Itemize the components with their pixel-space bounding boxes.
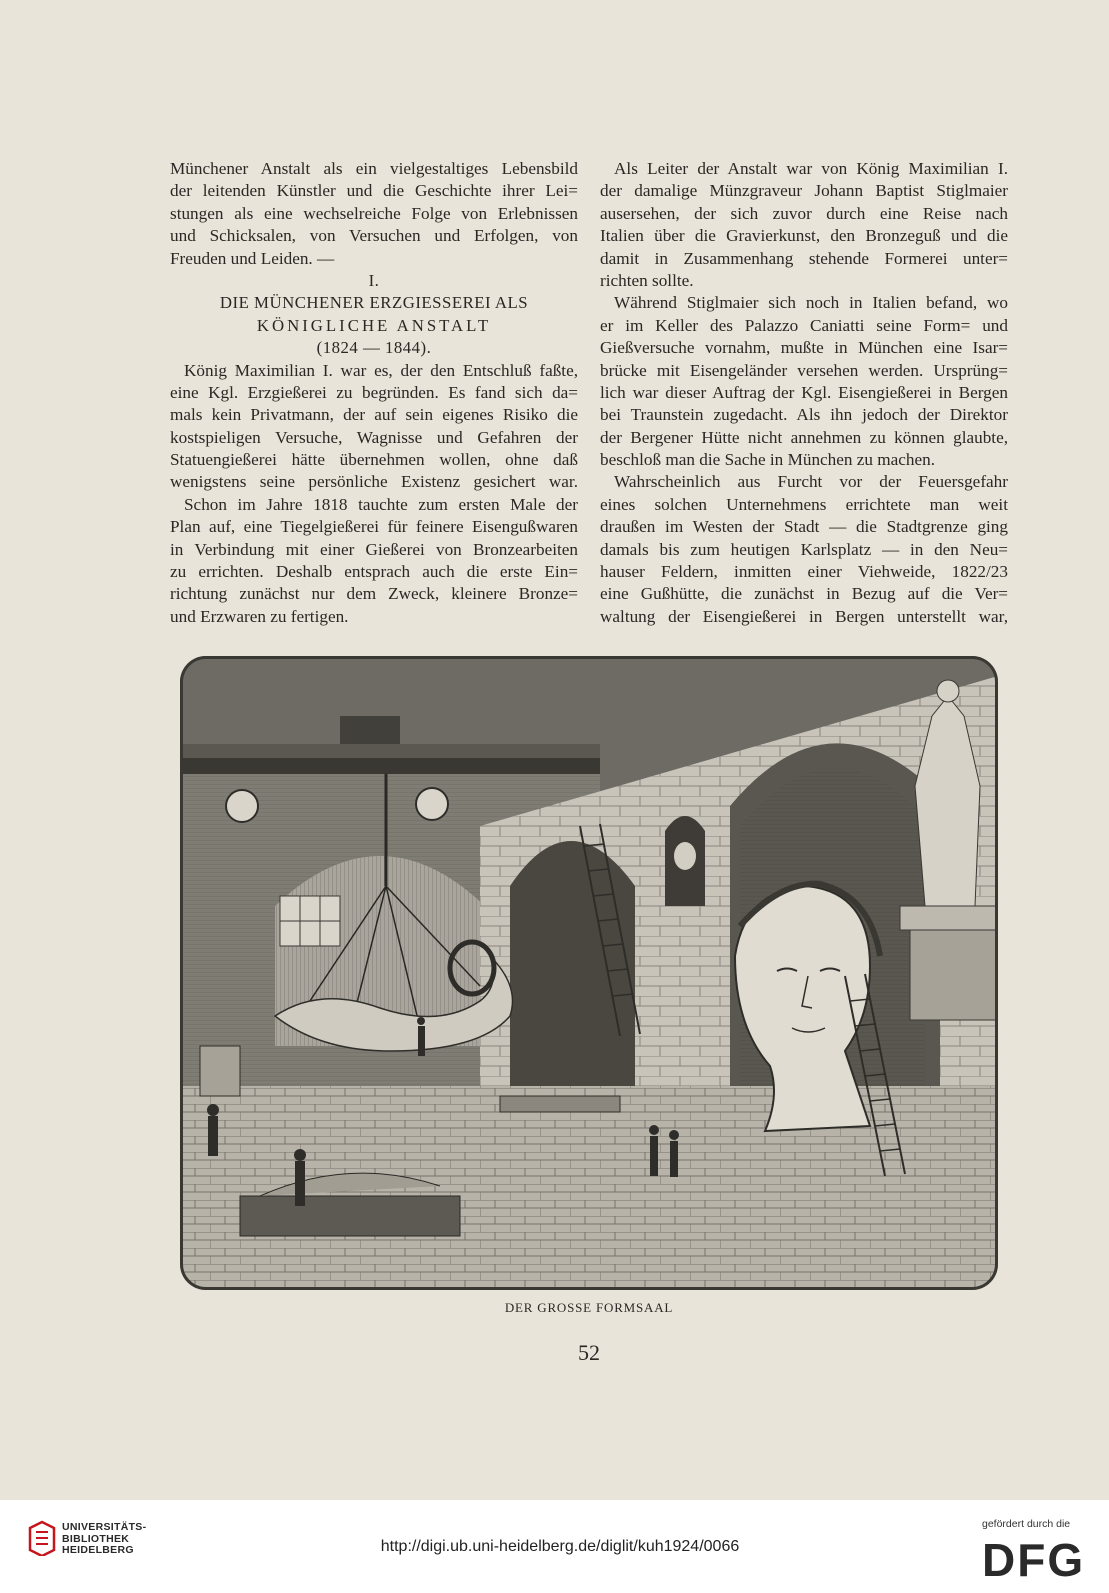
text-line: König Maximilian I. war es, der den Entschluß faßte, (184, 360, 578, 380)
text-line: waltung der Eisengießerei in Bergen unterstellt war, (600, 606, 1008, 626)
text-line: damit in Zusammenhang stehende Formerei unter= (600, 248, 1008, 268)
page-number: 52 (578, 1340, 600, 1365)
text-line: der leitenden Künstler und die Geschichte ihrer Lei= (170, 181, 578, 201)
university-library-logo-icon (28, 1520, 56, 1556)
text-line: stungen als eine wechselreiche Folge von Erlebnissen (170, 203, 578, 223)
section-title: KÖNIGLICHE ANSTALT (256, 315, 492, 335)
text-line: Gießversuche vornahm, mußte in München eine Isar= (600, 338, 1008, 358)
section-years: (1824 — 1844). (316, 338, 432, 358)
text-line: richten sollte. (600, 270, 694, 290)
figure-caption: DER GROSSE FORMSAAL (504, 1300, 674, 1315)
permalink-url[interactable]: http://digi.ub.uni-heidelberg.de/diglit/kuh1924/0066 (380, 1538, 740, 1555)
text-line: Als Leiter der Anstalt war von König Maximilian I. (614, 159, 1008, 178)
text-line: Wahrscheinlich aus Furcht vor der Feuersgefahr (614, 472, 1008, 492)
library-name-line: HEIDELBERG (62, 1544, 134, 1556)
text-line: der Bergener Hütte nicht annehmen zu können glaubte, (600, 427, 1008, 447)
text-line: brücke mit Eisengeländer versehen werden. Ursprüng= (600, 360, 1008, 380)
text-line: eines solchen Unternehmens errichtete man weit (600, 494, 1008, 514)
text-line: Während Stiglmaier sich noch in Italien befand, wo (614, 293, 1008, 313)
funded-by-label: gefördert durch die (982, 1518, 1071, 1530)
text-line: und Erzwaren zu fertigen. (170, 606, 349, 626)
foundry-hall-engraving (180, 656, 998, 1290)
text-line: Plan auf, eine Tiegelgießerei für feinere Eisengußwaren (170, 517, 578, 537)
text-line: richtung zunächst nur dem Zweck, kleinere Bronze= (170, 584, 578, 604)
text-line: ausersehen, der sich zuvor durch eine Reise nach (600, 203, 1008, 223)
digitization-footer (0, 1500, 1109, 1593)
text-line: Freuden und Leiden. — (170, 248, 335, 268)
text-line: er im Keller des Palazzo Caniatti seine Form= und (600, 315, 1008, 335)
text-line: der damalige Münzgraveur Johann Baptist Stiglmaier (600, 181, 1008, 201)
left-text-column (170, 158, 578, 628)
right-text-column (600, 158, 1008, 628)
text-line: eine Kgl. Erzgießerei zu begründen. Es fand sich da= (170, 382, 578, 402)
section-number: I. (368, 270, 380, 290)
text-line: wenigstens seine persönliche Existenz gesichert war. (170, 472, 578, 492)
library-name-line: BIBLIOTHEK (62, 1532, 130, 1545)
text-line: Statuengießerei hätte übernehmen wollen, ohne daß (170, 450, 578, 470)
text-line: damals bis zum heutigen Karlsplatz — in den Neu= (600, 539, 1008, 559)
text-line: zu errichten. Deshalb entsprach auch die erste Ein= (170, 562, 578, 582)
text-line: eine Gußhütte, die zunächst in Bezug auf die Ver= (600, 584, 1008, 604)
text-line: draußen im Westen der Stadt — die Stadtgrenze ging (600, 517, 1008, 537)
section-title: DIE MÜNCHENER ERZGIESSEREI ALS (219, 293, 529, 313)
text-line: lich war dieser Auftrag der Kgl. Eisengießerei in Bergen (600, 382, 1008, 402)
dfg-logo-text: DFG (982, 1534, 1086, 1582)
text-line: Münchener Anstalt als ein vielgestaltiges Lebensbild (170, 159, 578, 178)
text-line: und Schicksalen, von Versuchen und Erfolgen, von (170, 226, 578, 246)
text-line: mals kein Privatmann, der auf sein eigenes Risiko die (170, 405, 578, 425)
text-line: beschloß man die Sache in München zu machen. (600, 450, 936, 470)
text-line: kostspieligen Versuche, Wagnisse und Gefahren der (170, 427, 578, 447)
text-line: hauser Feldern, inmitten einer Viehweide, 1822/23 (600, 562, 1008, 582)
library-name-line: UNIVERSITÄTS- (62, 1521, 147, 1533)
text-line: Schon im Jahre 1818 tauchte zum ersten Male der (184, 494, 578, 514)
dfg-logo-icon (980, 1534, 1098, 1582)
text-line: in Verbindung mit einer Gießerei von Bronzearbeiten (170, 539, 578, 559)
library-name (62, 1522, 146, 1557)
text-line: bei Traunstein zugedacht. Als ihn jedoch der Direktor (600, 405, 1008, 425)
engraving-illustration (180, 656, 998, 1290)
text-line: Italien über die Gravierkunst, den Bronzeguß und die (600, 226, 1008, 246)
